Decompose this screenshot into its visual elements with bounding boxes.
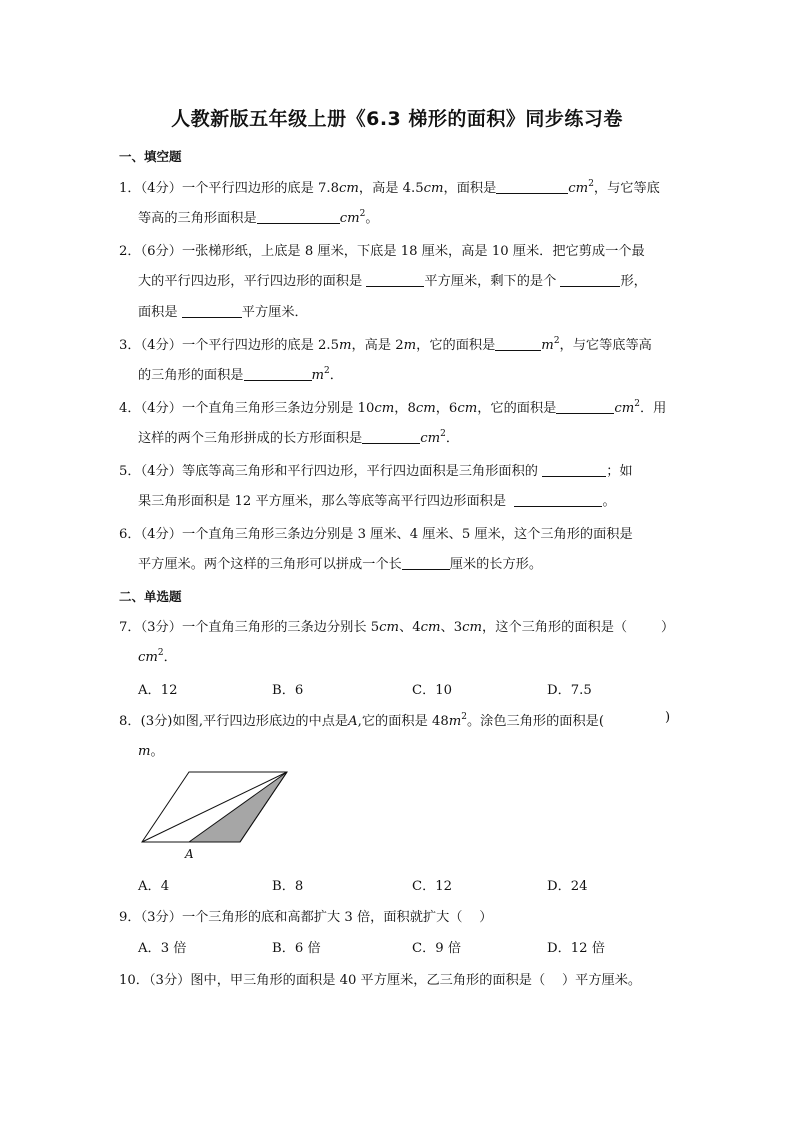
answer-blank[interactable] [257,211,340,224]
answer-blank[interactable] [514,494,602,507]
question-9-option-a[interactable]: A．3 倍 [138,941,187,956]
answer-blank[interactable] [542,464,606,477]
section-single-choice: 二、单选题 [119,589,182,604]
question-2-line-2: 大的平行四边形，平行四边形的面积是 平方厘米，剩下的是个 形， [138,274,647,289]
question-7-line-1: 7．（3分）一个直角三角形的三条边分别长 5cm、4cm、3cm，这个三角形的面积是（ [119,620,628,635]
answer-blank[interactable] [496,181,568,194]
question-8-paren-close: ) [665,710,671,725]
point-a-label: A [185,847,194,861]
question-5-line-2: 果三角形面积是 12 平方厘米，那么等底等高平行四边形面积是 。 [138,494,616,509]
question-7-line-2: $cm^2$． [138,648,177,665]
question-9-option-c[interactable]: C．9 倍 [412,941,462,956]
question-7-option-d[interactable]: D．7.5 [547,683,592,698]
answer-blank[interactable] [402,557,450,570]
question-8-option-c[interactable]: C．12 [412,879,453,894]
question-6-line-1: 6．（4分）一个直角三角形三条边分别是 3 厘米、4 厘米、5 厘米，这个三角形的面积是 [119,527,633,542]
question-8-option-a[interactable]: A．4 [138,879,170,894]
question-7-paren-close: ） [661,620,675,635]
question-3-line-2: 的三角形的面积是 $m^2$． [138,366,343,383]
question-10-line-1: 10．（3分）图中，甲三角形的面积是 40 平方厘米，乙三角形的面积是（ ）平方厘米。 [119,973,642,988]
question-7-option-a[interactable]: A．12 [138,683,178,698]
question-8-line-1: 8．(3分)如图,平行四边形底边的中点是A,它的面积是 $48m^2$。涂色三角形的面积是( [119,712,605,729]
question-8-line-2: m。 [138,744,164,759]
question-2-line-1: 2．（6分）一张梯形纸，上底是 8 厘米，下底是 18 厘米，高是 10 厘米．把它剪成一个最 [119,244,645,259]
question-4-line-1: 4．（4分）一个直角三角形三条边分别是 10cm，8cm，6cm，它的面积是 $cm^2$．用 [119,399,667,416]
answer-blank[interactable] [560,274,620,287]
answer-blank[interactable] [366,274,424,287]
answer-blank[interactable] [244,368,312,381]
question-5-line-1: 5．（4分）等底等高三角形和平行四边形，平行四边面积是三角形面积的 ；如 [119,464,633,479]
question-3-line-1: 3．（4分）一个平行四边形的底是 2.5m，高是 2m，它的面积是 $m^2$，与它等底等高 [119,336,652,353]
question-8-option-b[interactable]: B．8 [272,879,304,894]
question-7-option-c[interactable]: C．10 [412,683,453,698]
parallelogram-figure [130,764,300,864]
answer-blank[interactable] [495,338,541,351]
question-9-line-1: 9．（3分）一个三角形的底和高都扩大 3 倍，面积就扩大（ ） [119,910,493,925]
answer-blank[interactable] [362,431,420,444]
question-1-line-2: 等高的三角形面积是 $cm^2$。 [138,209,379,226]
question-8-option-d[interactable]: D．24 [547,879,588,894]
question-6-line-2: 平方厘米。两个这样的三角形可以拼成一个长 厘米的长方形。 [138,557,543,572]
question-9-option-b[interactable]: B．6 倍 [272,941,321,956]
page-title: 人教新版五年级上册《6.3 梯形的面积》同步练习卷 [171,108,623,130]
answer-blank[interactable] [182,305,242,318]
question-2-line-3: 面积是 平方厘米． [138,305,308,320]
answer-blank[interactable] [556,401,614,414]
question-1-line-1: 1．（4分）一个平行四边形的底是 7.8cm，高是 4.5cm，面积是 $cm^2$，与它等底 [119,179,660,196]
question-9-option-d[interactable]: D．12 倍 [547,941,605,956]
question-4-line-2: 这样的两个三角形拼成的长方形面积是 $cm^2$． [138,429,460,446]
shaded-triangle [189,772,287,842]
section-fill-in: 一、填空题 [119,149,182,164]
question-7-option-b[interactable]: B．6 [272,683,304,698]
